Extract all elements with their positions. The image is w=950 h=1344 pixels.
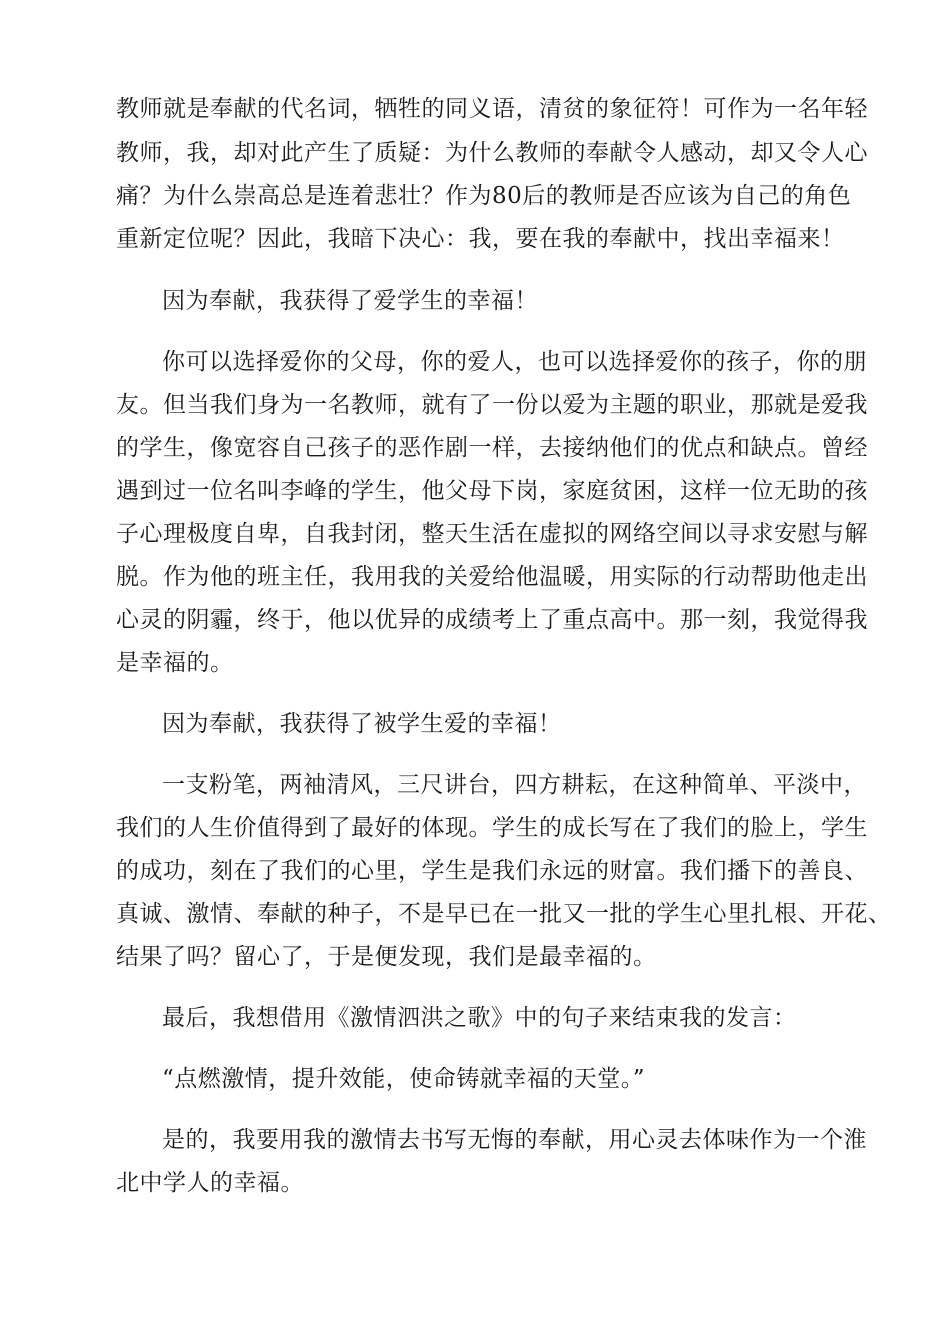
paragraph-5-line-2: 我们的人生价值得到了最好的体现。学生的成长写在了我们的脸上，学生 [116,815,868,841]
paragraph-1-line-3: 痛？为什么崇高总是连着悲壮？作为80后的教师是否应该为自己的角色 [116,183,852,209]
paragraph-1-line-4: 重新定位呢？因此，我暗下决心：我，要在我的奉献中，找出幸福来！ [116,226,845,252]
paragraph-3-line-4: 遇到过一位名叫李峰的学生，他父母下岗，家庭贫困，这样一位无助的孩 [116,478,868,504]
paragraph-3-line-7: 心灵的阴霾，终于，他以优异的成绩考上了重点高中。那一刻，我觉得我 [116,607,868,633]
paragraph-3-line-2: 友。但当我们身为一名教师，就有了一份以爱为主题的职业，那就是爱我 [116,392,868,418]
paragraph-4-line-1: 因为奉献，我获得了被学生爱的幸福！ [162,711,562,737]
paragraph-5-line-5: 结果了吗？留心了，于是便发现，我们是最幸福的。 [116,944,657,970]
paragraph-1-line-2: 教师，我，却对此产生了质疑：为什么教师的奉献令人感动，却又令人心 [116,140,868,166]
paragraph-3-line-1: 你可以选择爱你的父母，你的爱人，也可以选择爱你的孩子，你的朋 [162,349,867,375]
paragraph-3-line-3: 的学生，像宽容自己孩子的恶作剧一样，去接纳他们的优点和缺点。曾经 [116,435,868,461]
paragraph-1-line-1: 教师就是奉献的代名词，牺牲的同义语，清贫的象征符！可作为一名年轻 [116,96,868,122]
paragraph-3-line-8: 是幸福的。 [116,650,234,676]
paragraph-3-line-6: 脱。作为他的班主任，我用我的关爱给他温暖，用实际的行动帮助他走出 [116,564,868,590]
quote-line: “点燃激情，提升效能，使命铸就幸福的天堂。” [162,1066,646,1092]
paragraph-5-line-4: 真诚、激情、奉献的种子，不是早已在一批又一批的学生心里扎根、开花、 [116,901,892,927]
paragraph-2-line-1: 因为奉献，我获得了爱学生的幸福！ [162,288,538,314]
paragraph-3-line-5: 子心理极度自卑，自我封闭，整天生活在虚拟的网络空间以寻求安慰与解 [116,521,868,547]
paragraph-8-line-2: 北中学人的幸福。 [116,1170,304,1196]
paragraph-5-line-1: 一支粉笔，两袖清风，三尺讲台，四方耕耘，在这种简单、平淡中， [162,772,867,798]
paragraph-5-line-3: 的成功，刻在了我们的心里，学生是我们永远的财富。我们播下的善良、 [116,858,868,884]
paragraph-6-line-1: 最后，我想借用《激情泗洪之歌》中的句子来结束我的发言： [162,1005,797,1031]
paragraph-8-line-1: 是的，我要用我的激情去书写无悔的奉献，用心灵去体味作为一个淮 [162,1127,867,1153]
